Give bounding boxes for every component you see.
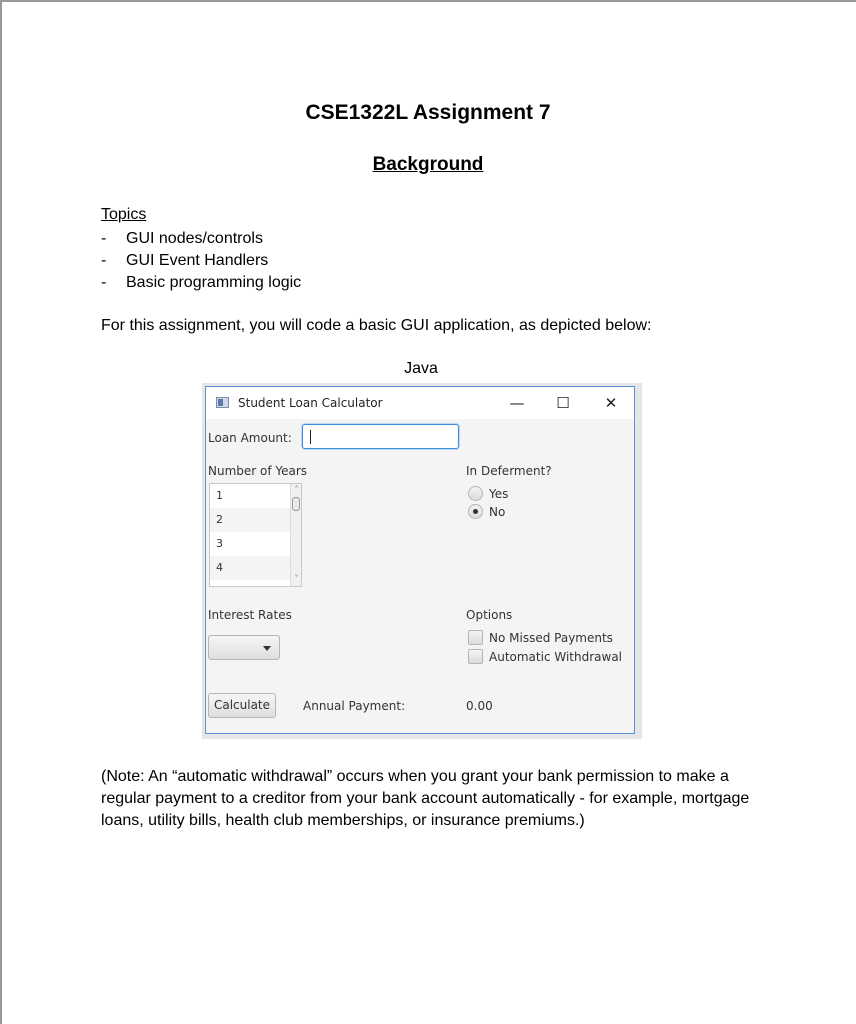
annual-payment-value: 0.00 <box>466 699 493 713</box>
minimize-icon[interactable]: — <box>509 394 525 412</box>
deferment-yes-label: Yes <box>489 487 509 501</box>
annual-payment-label: Annual Payment: <box>303 699 406 713</box>
window-titlebar[interactable] <box>206 387 634 419</box>
deferment-no-label: No <box>489 505 506 519</box>
scroll-thumb[interactable] <box>292 497 300 511</box>
years-list[interactable] <box>209 483 302 587</box>
scroll-up-icon[interactable]: ˄ <box>294 485 299 494</box>
intro-paragraph: For this assignment, you will code a basic GUI application, as depicted below: <box>101 317 652 334</box>
maximize-icon[interactable]: ☐ <box>556 394 570 412</box>
chevron-down-icon <box>263 646 271 651</box>
years-label: Number of Years <box>208 464 308 478</box>
no-missed-payments-checkbox[interactable] <box>468 630 483 645</box>
loan-amount-input[interactable] <box>302 424 459 449</box>
interest-rates-label: Interest Rates <box>208 608 292 622</box>
scroll-down-icon[interactable]: ˅ <box>294 574 299 583</box>
list-item: - GUI nodes/controls <box>101 230 263 247</box>
interest-rates-combobox[interactable] <box>208 635 280 660</box>
loan-amount-label: Loan Amount: <box>208 431 292 445</box>
topics-list <box>101 228 301 294</box>
no-missed-payments-label: No Missed Payments <box>489 631 613 645</box>
text-caret <box>310 430 311 444</box>
student-loan-calculator-window <box>205 386 635 734</box>
note-paragraph: (Note: An “automatic withdrawal” occurs when you grant your bank permission to make a regular payment to a creditor from your bank account automatically - for example, mortgage loans, utility bills, health club memberships, or insurance premiums.) <box>101 768 750 829</box>
options-label: Options <box>466 608 513 622</box>
list-item-year-2[interactable]: 2 <box>210 508 290 532</box>
list-item: - Basic programming logic <box>101 274 302 291</box>
window-app-icon <box>216 397 229 408</box>
deferment-yes-radio[interactable] <box>468 486 483 501</box>
automatic-withdrawal-checkbox[interactable] <box>468 649 483 664</box>
document-subtitle: Background <box>372 154 484 175</box>
list-item-year-1[interactable]: 1 <box>216 489 223 502</box>
deferment-no-radio[interactable] <box>468 504 483 519</box>
figure-caption: Java <box>404 360 438 377</box>
window-title: Student Loan Calculator <box>238 396 383 410</box>
topics-heading: Topics <box>101 206 147 223</box>
years-scrollbar[interactable] <box>290 484 302 586</box>
list-item: - GUI Event Handlers <box>101 252 269 269</box>
list-item-year-4[interactable]: 4 <box>210 556 290 580</box>
deferment-label: In Deferment? <box>466 464 552 478</box>
calculate-button[interactable]: Calculate <box>208 693 276 718</box>
document-title: CSE1322L Assignment 7 <box>305 101 551 124</box>
list-item-year-3[interactable]: 3 <box>216 537 223 550</box>
close-icon[interactable]: ✕ <box>604 394 618 412</box>
automatic-withdrawal-label: Automatic Withdrawal <box>489 650 623 664</box>
